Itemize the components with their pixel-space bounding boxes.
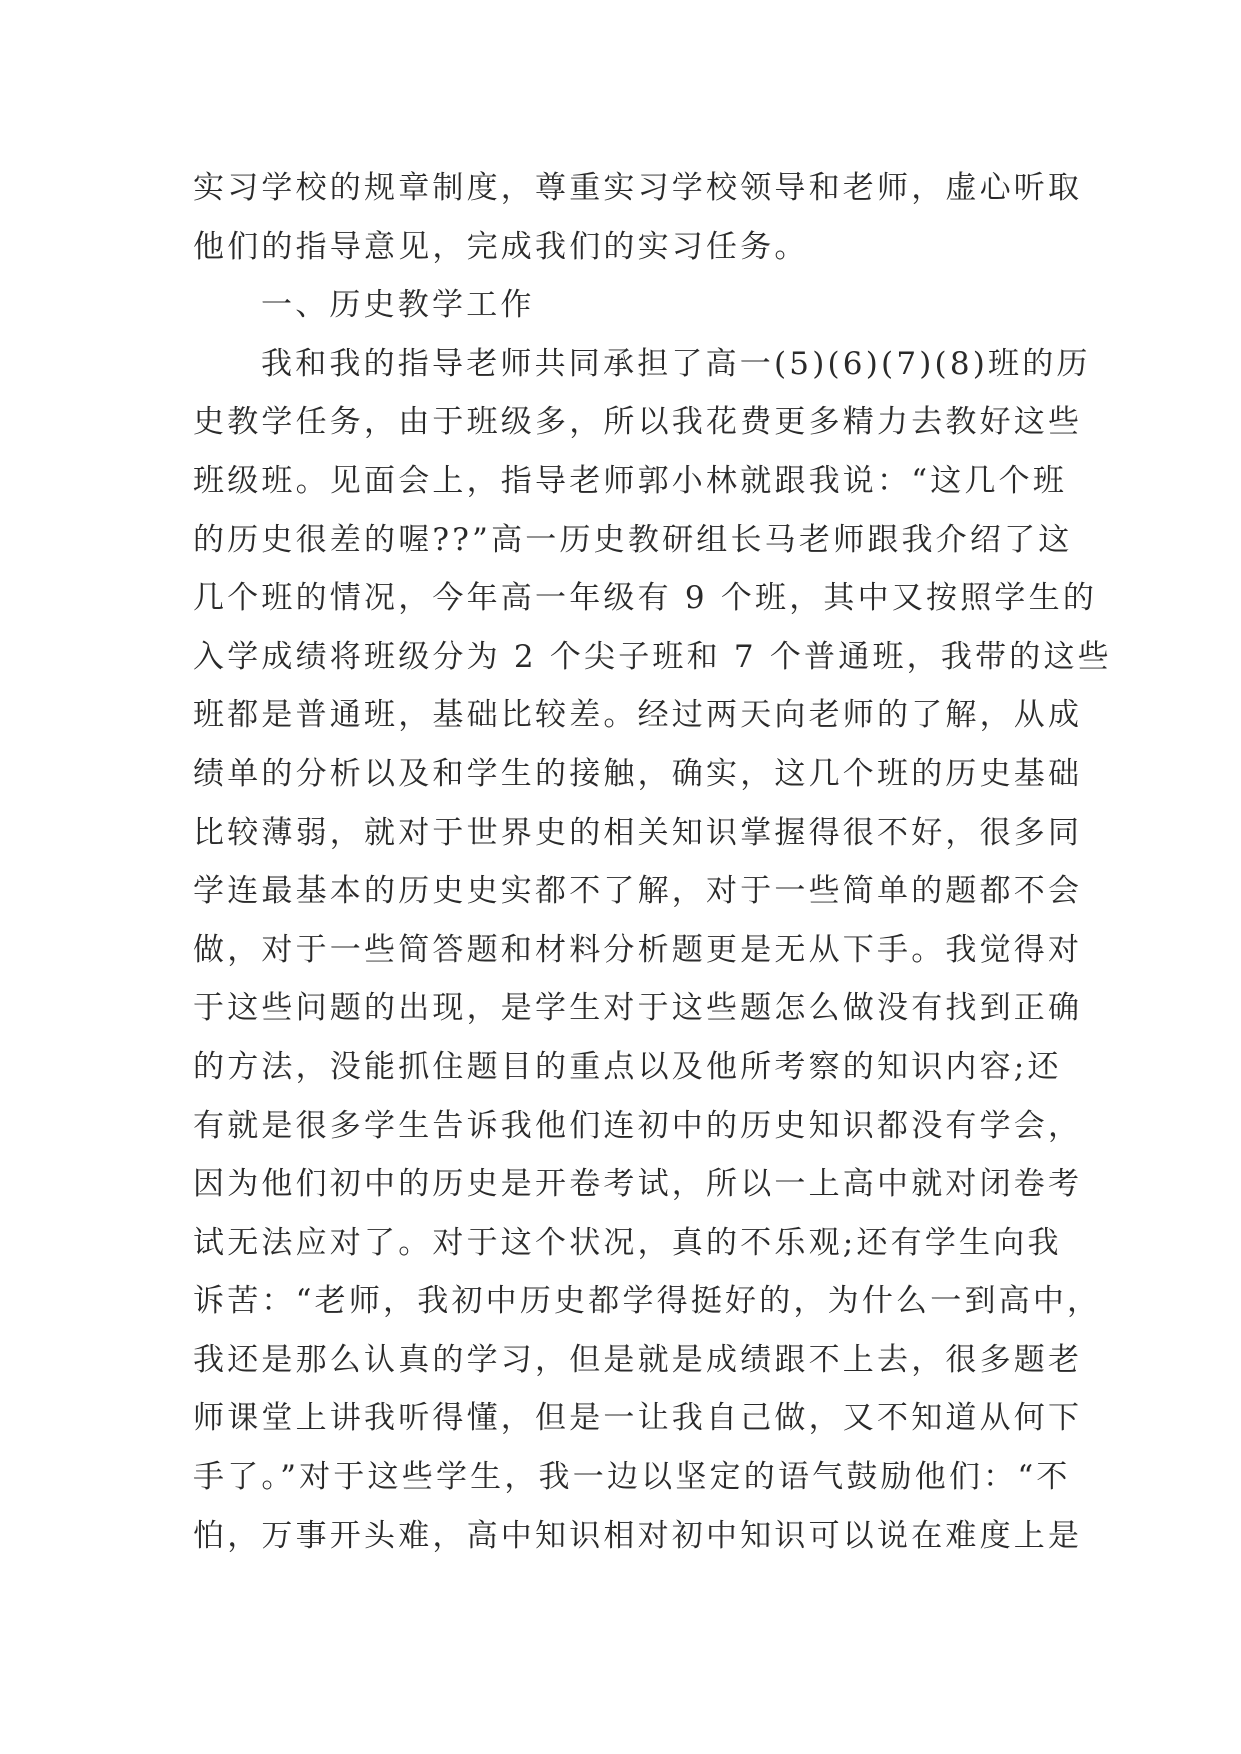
text-line: 手了。”对于这些学生，我一边以坚定的语气鼓励他们：“不 xyxy=(193,1459,1071,1496)
text-line: 做，对于一些简答题和材料分析题更是无从下手。我觉得对 xyxy=(193,931,1083,968)
text-line: 他们的指导意见，完成我们的实习任务。 xyxy=(193,228,809,265)
text-line: 绩单的分析以及和学生的接触，确实，这几个班的历史基础 xyxy=(193,755,1083,792)
text-line: 学连最基本的历史史实都不了解，对于一些简单的题都不会 xyxy=(193,873,1083,910)
text-line: 史教学任务，由于班级多，所以我花费更多精力去教好这些 xyxy=(193,404,1083,441)
text-line: 几个班的情况，今年高一年级有 9 个班，其中又按照学生的 xyxy=(193,580,1098,617)
text-line: 的方法，没能抓住题目的重点以及他所考察的知识内容;还 xyxy=(193,1048,1062,1085)
text-line: 师课堂上讲我听得懂，但是一让我自己做，又不知道从何下 xyxy=(193,1400,1083,1437)
text-line: 因为他们初中的历史是开卷考试，所以一上高中就对闭卷考 xyxy=(193,1166,1083,1203)
text-line: 怕，万事开头难，高中知识相对初中知识可以说在难度上是 xyxy=(193,1517,1083,1554)
text-line: 我还是那么认真的学习，但是就是成绩跟不上去，很多题老 xyxy=(193,1341,1083,1378)
text-line: 比较薄弱，就对于世界史的相关知识掌握得很不好，很多同 xyxy=(193,814,1083,851)
text-line: 的历史很差的喔??”高一历史教研组长马老师跟我介绍了这 xyxy=(193,521,1073,558)
text-line: 我和我的指导老师共同承担了高一(5)(6)(7)(8)班的历 xyxy=(261,345,1091,382)
text-line: 于这些问题的出现，是学生对于这些题怎么做没有找到正确 xyxy=(193,990,1083,1027)
text-line: 试无法应对了。对于这个状况，真的不乐观;还有学生向我 xyxy=(193,1224,1062,1261)
text-line: 诉苦：“老师，我初中历史都学得挺好的，为什么一到高中， xyxy=(193,1283,1102,1320)
text-line: 实习学校的规章制度，尊重实习学校领导和老师，虚心听取 xyxy=(193,170,1083,206)
section-heading: 一、历史教学工作 xyxy=(261,287,535,324)
text-line: 班都是普通班，基础比较差。经过两天向老师的了解，从成 xyxy=(193,697,1083,734)
text-line: 有就是很多学生告诉我他们连初中的历史知识都没有学会， xyxy=(193,1107,1083,1144)
text-line: 入学成绩将班级分为 2 个尖子班和 7 个普通班，我带的这些 xyxy=(193,638,1112,675)
text-line: 班级班。见面会上，指导老师郭小林就跟我说：“这几个班 xyxy=(193,462,1068,499)
body-text xyxy=(193,159,1112,1565)
